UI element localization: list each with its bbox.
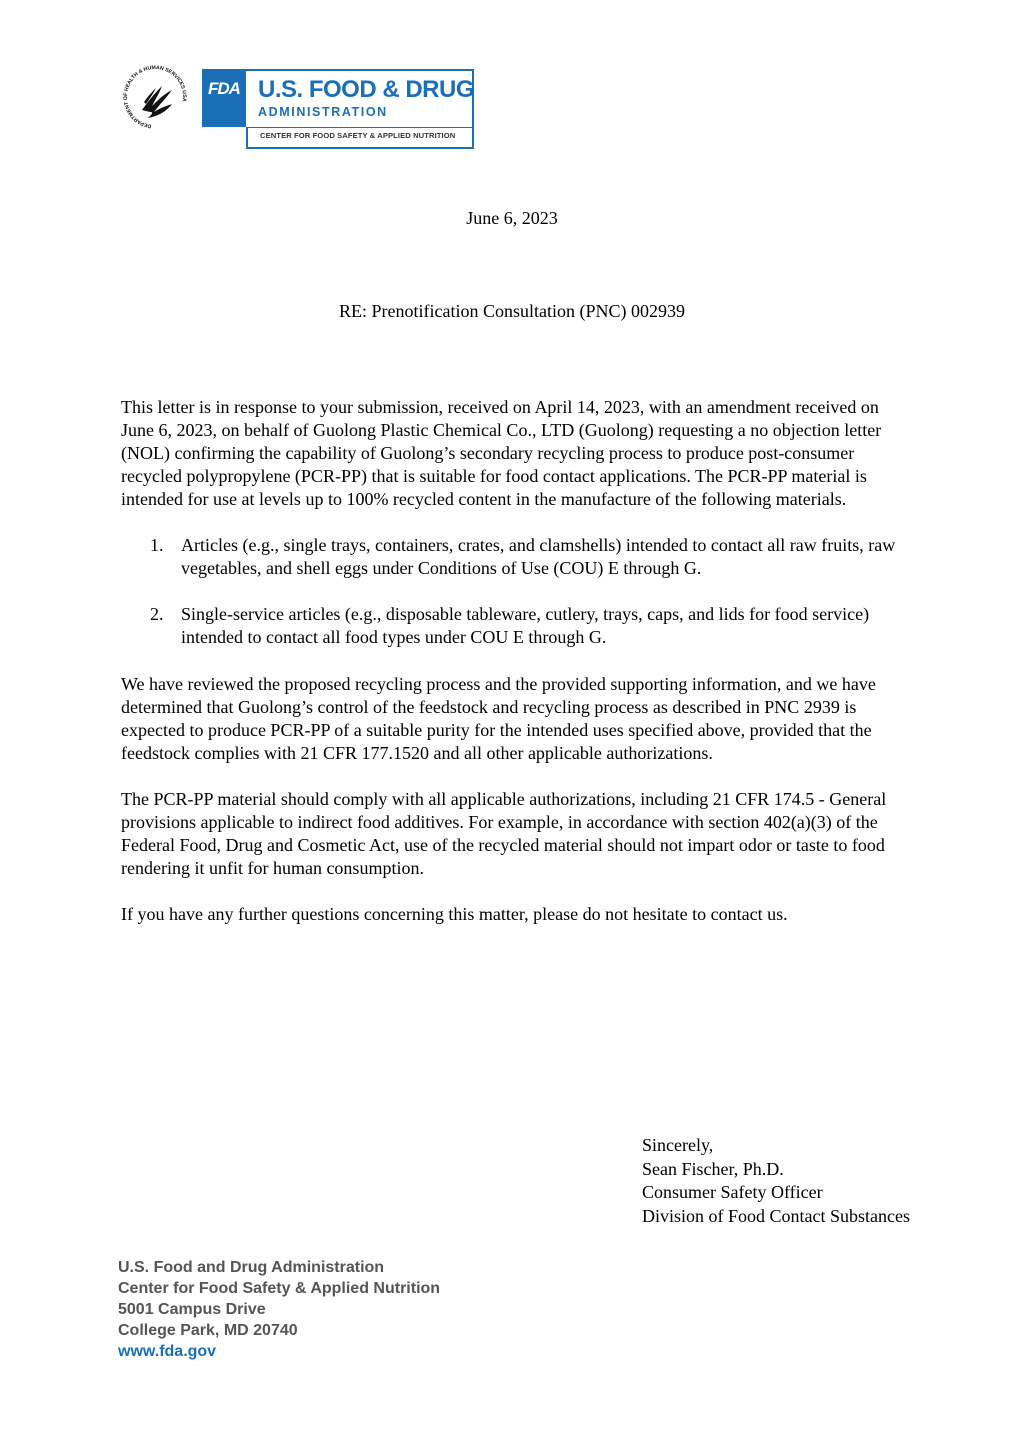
- letter-subject: RE: Prenotification Consultation (PNC) 002939: [339, 301, 685, 321]
- fda-center-name: CENTER FOR FOOD SAFETY & APPLIED NUTRITION: [260, 131, 456, 140]
- footer-address: [118, 1257, 440, 1362]
- fda-logo: [202, 69, 474, 149]
- list-item-text: Articles (e.g., single trays, containers, crates, and clamshells) intended to contact all raw fruits, raw vegetables, and shell eggs under Conditions of Use (COU) E through G.: [181, 535, 896, 578]
- signature-name: Sean Fischer, Ph.D.: [642, 1158, 784, 1179]
- signature-closing: Sincerely,: [642, 1135, 714, 1155]
- signature-block: [642, 1134, 910, 1228]
- footer-street: 5001 Campus Drive: [118, 1301, 266, 1318]
- list-item-number: 2.: [150, 604, 164, 624]
- paragraph-compliance: The PCR-PP material should comply with all applicable authorizations, including 21 CFR 174.5 - General provisions applicable to indirect food additives. For example, in accordance with section 402(a)(3) of the Federal Food, Drug and Cosmetic Act, use of the recycled material should not impart odor or taste to food rendering it unfit for human consumption.: [121, 789, 887, 878]
- paragraph-intro: This letter is in response to your submission, received on April 14, 2023, with an amendment received on June 6, 2023, on behalf of Guolong Plastic Chemical Co., LTD (Guolong) requesting a no objection letter (NOL) confirming the capability of Guolong’s secondary recycling process to produce post-consumer recycled polypropylene (PCR-PP) that is suitable for food contact applications. The PCR-PP material is intended for use at levels up to 100% recycled content in the manufacture of the following materials.: [121, 397, 882, 509]
- footer-center: Center for Food Safety & Applied Nutrition: [118, 1280, 441, 1297]
- list-item-text: Single-service articles (e.g., disposable tableware, cutlery, trays, caps, and lids for food service) intended to contact all food types under COU E through G.: [181, 604, 870, 647]
- list-item: [150, 534, 910, 580]
- paragraph-review: We have reviewed the proposed recycling process and the provided supporting information, and we have determined that Guolong’s control of the feedstock and recycling process as described in PNC 2939 is expected to produce PCR-PP of a suitable purity for the intended uses specified above, provided that the feedstock complies with 21 CFR 177.1520 and all other applicable authorizations.: [121, 674, 876, 763]
- svg-text:DEPARTMENT OF HEALTH & HUMAN S: DEPARTMENT OF HEALTH & HUMAN SERVICES USA: [122, 64, 188, 129]
- signature-title: Consumer Safety Officer: [642, 1182, 823, 1202]
- fda-title: U.S. FOOD & DRUG: [258, 76, 475, 103]
- letter-date: June 6, 2023: [466, 208, 558, 228]
- fda-administration: ADMINISTRATION: [258, 105, 388, 119]
- footer-agency: U.S. Food and Drug Administration: [118, 1259, 385, 1276]
- fda-box-mark: FDA: [202, 69, 246, 127]
- list-item-number: 1.: [150, 535, 164, 555]
- fda-title-block: [246, 69, 474, 127]
- hhs-seal-logo: [122, 62, 188, 132]
- footer-city: College Park, MD 20740: [118, 1322, 298, 1339]
- signature-division: Division of Food Contact Substances: [642, 1205, 910, 1226]
- fda-center-block: [246, 127, 474, 149]
- footer-website-link[interactable]: www.fda.gov: [118, 1343, 217, 1360]
- paragraph-contact: If you have any further questions concerning this matter, please do not hesitate to contact us.: [121, 904, 788, 924]
- materials-list: [150, 534, 910, 672]
- list-item: [150, 603, 910, 649]
